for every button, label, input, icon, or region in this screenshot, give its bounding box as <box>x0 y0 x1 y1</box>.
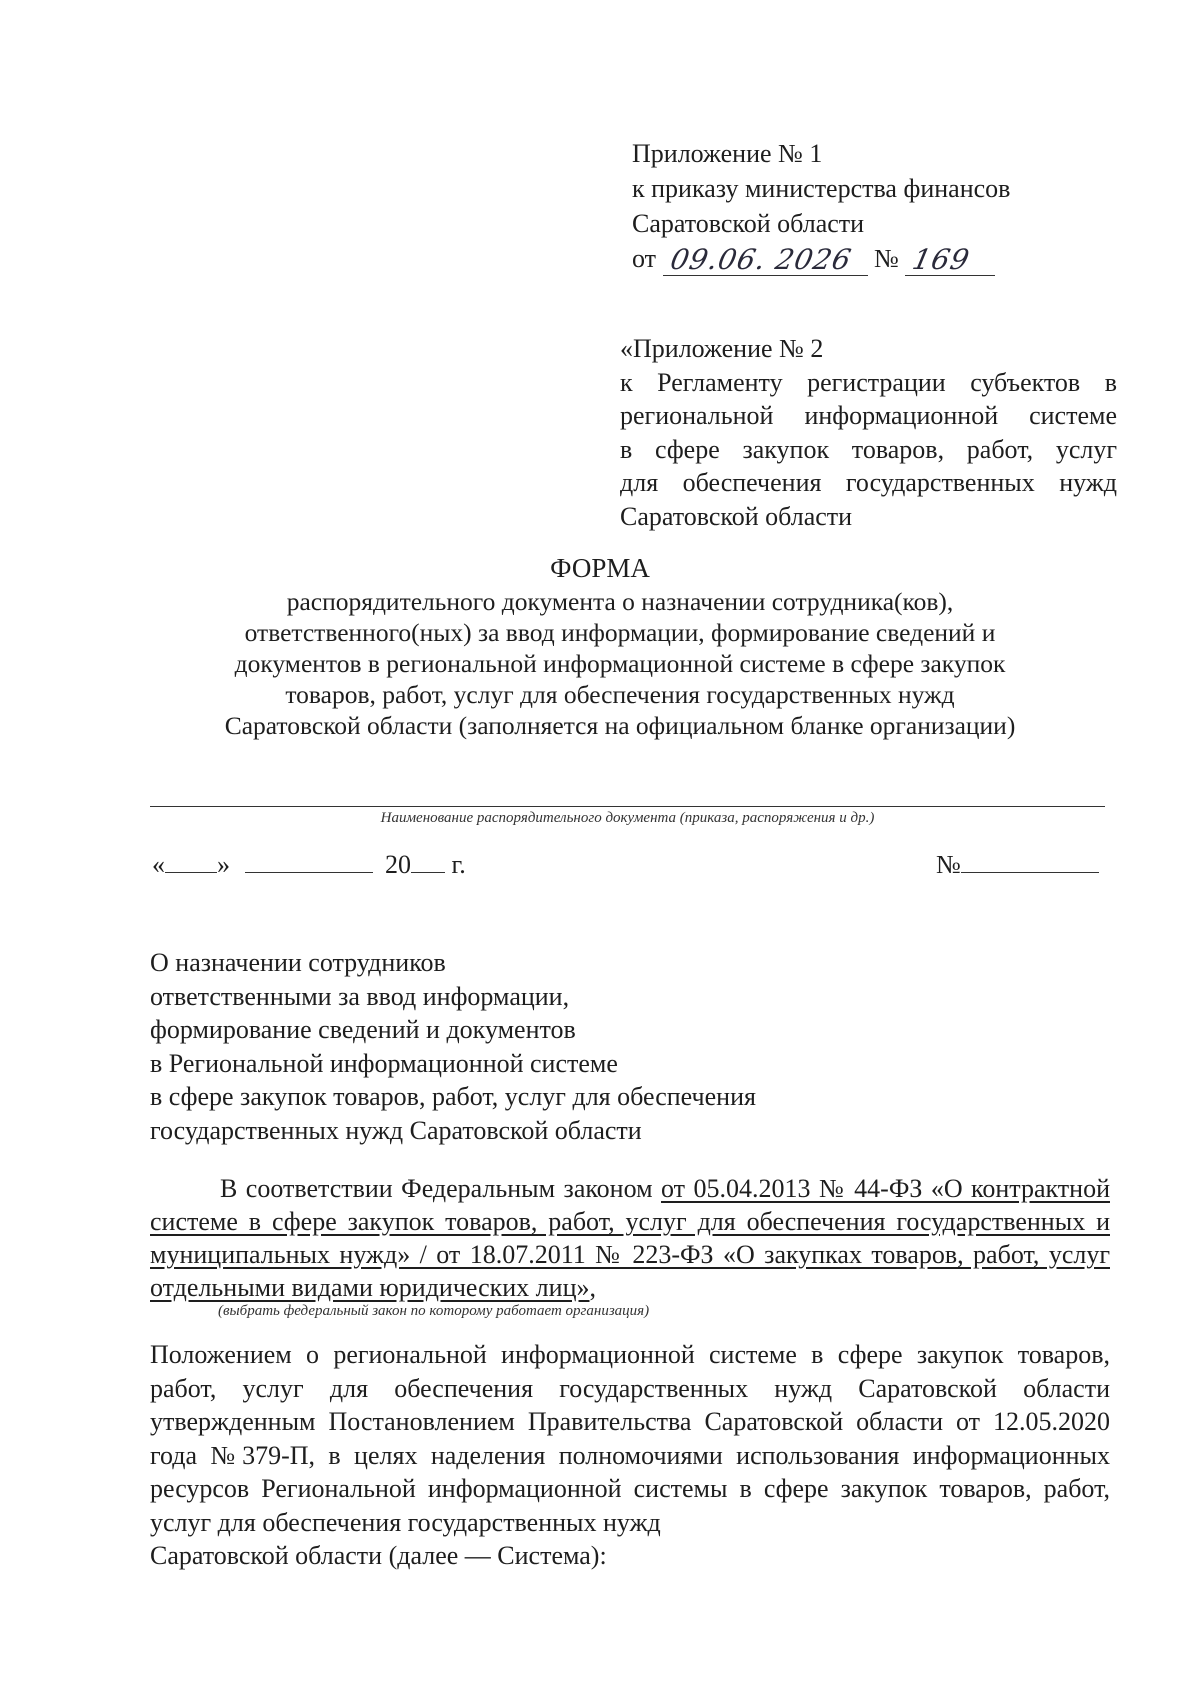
appendix-2-line: «Приложение № 2 <box>620 334 824 363</box>
appendix-2-line: к Регламенту регистрации субъектов в <box>620 367 1117 397</box>
year-suffix: г. <box>451 850 466 879</box>
form-subtitle-line: товаров, работ, услуг для обеспечения государственных нужд <box>285 680 955 709</box>
year-prefix: 20 <box>385 850 411 879</box>
handwritten-number-field <box>905 245 995 276</box>
appendix-2-line: региональной информационной системе <box>620 401 1117 430</box>
subject-line: в Региональной информационной системе <box>150 1048 618 1078</box>
appendix-2-line: в сфере закупок товаров, работ, услуг <box>620 434 1117 464</box>
paragraph-last-line: Саратовской области (далее — Система): <box>150 1541 607 1570</box>
form-subtitle-line: распорядительного документа о назначении сотрудника(ков), <box>286 587 954 616</box>
subject-line: в сфере закупок товаров, работ, услуг для обеспечения <box>150 1082 756 1111</box>
document-name-caption: Наименование распорядительного документа (приказа, распоряжения и др.) <box>380 810 875 826</box>
paragraph-trailing: , <box>589 1273 596 1302</box>
appendix-1-region-line: Саратовской области <box>632 209 865 238</box>
handwritten-date: 09.06. 2026 <box>667 243 855 276</box>
document-number-label: № <box>936 850 961 879</box>
paragraph-body: Положением о региональной информационной системе в сфере закупок товаров, работ, услуг для обеспечения государственных нужд Саратовской области утвержденным Постановлением Правительства Саратовской области от 12.05.2020 года №379-П, в целях наделения полномочиями использования информационных ресурсов Региональной информационной системы в сфере закупок товаров, работ, услуг для обеспечения государственных нужд <box>150 1340 1110 1537</box>
form-subtitle-line: Саратовской области (заполняется на официальном бланке организации) <box>224 711 1016 740</box>
document-name-field <box>150 806 1105 807</box>
handwritten-number: 169 <box>909 243 974 276</box>
date-prefix: от <box>632 244 657 273</box>
form-subtitle-line: документов в региональной информационной системе в сфере закупок <box>234 649 1006 678</box>
appendix-2-line: для обеспечения государственных нужд <box>620 468 1117 497</box>
subject-line: ответственными за ввод информации, <box>150 981 570 1011</box>
appendix-1-date-line <box>632 241 1152 276</box>
form-title: ФОРМА <box>550 553 650 583</box>
handwritten-date-field <box>663 245 868 276</box>
paragraph-regulation <box>150 1338 1110 1573</box>
day-blank <box>165 850 217 873</box>
appendix-2-header <box>620 332 1117 533</box>
law-choice-caption: (выбрать федеральный закон по которому работает организация) <box>218 1303 650 1319</box>
document-number-blank <box>961 850 1099 873</box>
appendix-1-header <box>632 136 1152 276</box>
document-number-line <box>936 850 1099 880</box>
subject-line: государственных нужд Саратовской области <box>150 1115 642 1145</box>
paragraph-legal-basis <box>150 1172 1110 1304</box>
form-subtitle <box>180 586 1060 741</box>
document-date-line <box>152 850 466 880</box>
appendix-1-title: Приложение № 1 <box>632 139 823 168</box>
open-quote: « <box>152 850 165 879</box>
form-subtitle-line: ответственного(ных) за ввод информации, формирование сведений и <box>244 618 996 647</box>
appendix-2-line: Саратовской области <box>620 501 853 531</box>
number-label: № <box>874 244 899 273</box>
subject-line: О назначении сотрудников <box>150 948 446 977</box>
paragraph-lead: В соответствии Федеральным законом <box>220 1174 662 1203</box>
law-reference: от 05.04.2013 № 44-ФЗ «О контрактной системе в сфере закупок товаров, работ, услуг для обеспечения государственных и муниципальных нужд» / от 18.07.2011 № 223-ФЗ «О закупках товаров, работ, услуг отдельными видами юридических лиц» <box>150 1174 1110 1302</box>
month-blank <box>245 850 373 873</box>
year-blank <box>411 850 445 873</box>
appendix-1-order-line: к приказу министерства финансов <box>632 174 1011 203</box>
close-quote: » <box>217 850 230 879</box>
subject-line: формирование сведений и документов <box>150 1015 576 1044</box>
document-subject <box>150 946 910 1147</box>
